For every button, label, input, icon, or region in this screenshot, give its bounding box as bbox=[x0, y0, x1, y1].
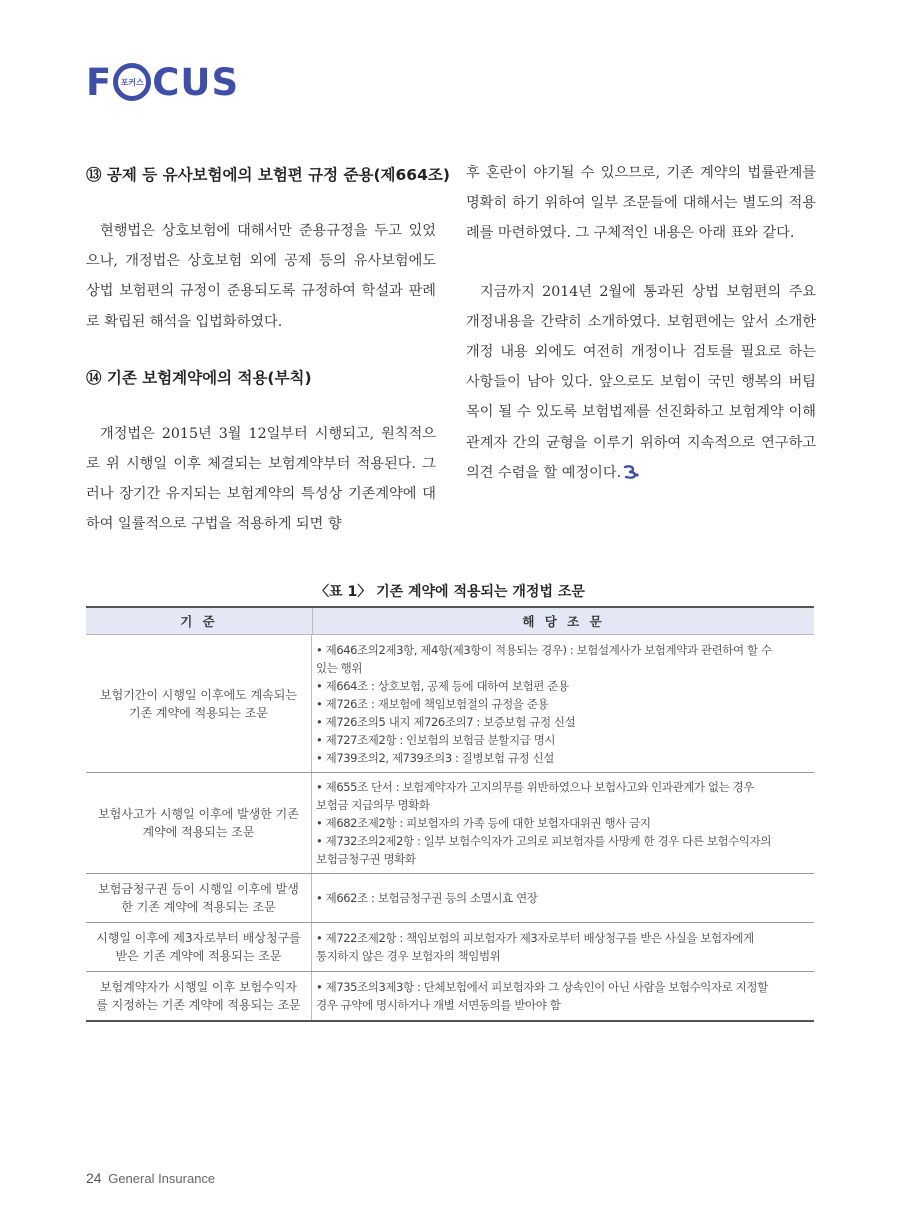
row-articles bbox=[312, 874, 814, 922]
article-line: • 제682조제2항 : 피보험자의 가족 등에 대한 보험자대위권 행사 금지 bbox=[316, 816, 651, 830]
page-number: 24 bbox=[86, 1170, 102, 1186]
continued-paragraph: 후 혼란이 야기될 수 있으므로, 기존 계약의 법률관계를 명확히 하기 위하여 일부 조문들에 대해서는 별도의 적용례를 마련하였다. 그 구체적인 내용은 아래 표와 같다. bbox=[466, 165, 816, 242]
publication-name: General Insurance bbox=[108, 1171, 216, 1186]
table-header bbox=[86, 608, 814, 635]
row-articles bbox=[312, 635, 814, 772]
article-line: • 제664조 : 상호보험, 공제 등에 대하여 보험편 준용 bbox=[316, 678, 569, 693]
row-criterion: 보험기간이 시행일 이후에도 계속되는 기존 계약에 적용되는 조문 bbox=[86, 635, 312, 772]
table-row bbox=[86, 923, 814, 972]
article-line: • 제739조의2, 제739조의3 : 질병보험 규정 신설 bbox=[316, 750, 554, 765]
article-line: 통지하지 않은 경우 보험자의 책임범위 bbox=[316, 949, 501, 963]
left-column bbox=[86, 158, 450, 540]
table-row bbox=[86, 635, 814, 773]
table-row bbox=[86, 773, 814, 874]
logo-letter-f: F bbox=[86, 60, 113, 104]
article-line: • 제662조 : 보험금청구권 등의 소멸시효 연장 bbox=[316, 891, 538, 905]
logo-letters-cus: CUS bbox=[152, 60, 240, 104]
row-criterion: 보험계약자가 시행일 이후 보험수익자를 지정하는 기존 계약에 적용되는 조문 bbox=[86, 972, 312, 1020]
table-title: 〈표 1〉 기존 계약에 적용되는 개정법 조문 bbox=[315, 584, 585, 600]
table-row bbox=[86, 972, 814, 1020]
article-line: 있는 행위 bbox=[316, 660, 363, 675]
logo-ring-text: 포커스 bbox=[120, 77, 144, 87]
article-line: • 제727조제2항 : 인보험의 보험금 분할지급 명시 bbox=[316, 732, 556, 747]
article-line: • 제646조의2제3항, 제4항(제3항이 적용되는 경우) : 보험설계사가 보험계약과 관련하여 할 수 bbox=[316, 642, 772, 657]
section-heading-14: ⑭ 기존 보험계약에의 적용(부칙) bbox=[86, 368, 312, 387]
section-13-paragraph: 현행법은 상호보험에 대해서만 준용규정을 두고 있었으나, 개정법은 상호보험 외에 공제 등의 유사보험에도 상법 보험편의 규정이 준용되도록 규정하여 학설과 판례로 확립된 해석을 입법화하였다. bbox=[86, 223, 436, 330]
article-line: 보험금 지급의무 명확화 bbox=[316, 798, 430, 812]
right-column bbox=[466, 158, 816, 488]
article-line: 보험금청구권 명확화 bbox=[316, 852, 416, 866]
end-mark-icon bbox=[623, 465, 639, 479]
row-articles bbox=[312, 773, 814, 873]
article-line: 경우 규약에 명시하거나 개별 서면동의를 받아야 함 bbox=[316, 998, 561, 1012]
header-criterion: 기 준 bbox=[86, 608, 313, 634]
focus-logo bbox=[86, 60, 239, 104]
article-line: • 제726조의5 내지 제726조의7 : 보증보험 규정 신설 bbox=[316, 714, 576, 729]
row-criterion: 시행일 이후에 제3자로부터 배상청구를 받은 기존 계약에 적용되는 조문 bbox=[86, 923, 312, 971]
closing-paragraph-text: 지금까지 2014년 2월에 통과된 상법 보험편의 주요 개정내용을 간략히 소개하였다. 보험편에는 앞서 소개한 개정 내용 외에도 여전히 개정이나 검토를 필요로 하는 사항들이 남아 있다. 앞으로도 보험이 국민 행복의 버팀목이 될 수 있도록 보험법제를 선진화하고 보험계약 이해관계자 간의 균형을 이루기 위하여 지속적으로 연구하고 의견 수렴을 할 예정이다. bbox=[466, 283, 816, 481]
closing-paragraph bbox=[466, 277, 816, 488]
row-articles bbox=[312, 923, 814, 971]
logo-ring bbox=[113, 63, 151, 101]
article-line: • 제722조제2항 : 책임보험의 피보험자가 제3자로부터 배상청구를 받은 사실을 보험자에게 bbox=[316, 931, 754, 945]
table-row bbox=[86, 874, 814, 923]
article-line: • 제726조 : 재보험에 책임보험절의 규정을 준용 bbox=[316, 696, 549, 711]
page-footer bbox=[86, 1170, 215, 1186]
row-articles bbox=[312, 972, 814, 1020]
row-criterion: 보험금청구권 등이 시행일 이후에 발생한 기존 계약에 적용되는 조문 bbox=[86, 874, 312, 922]
header-articles: 해 당 조 문 bbox=[522, 614, 605, 629]
article-line: • 제732조의2제2항 : 일부 보험수익자가 고의로 피보험자를 사망케 한 경우 다른 보험수익자의 bbox=[316, 834, 772, 848]
section-heading-13: ⑬ 공제 등 유사보험에의 보험편 규정 준용(제664조) bbox=[86, 166, 450, 184]
article-line: • 제735조의3제3항 : 단체보험에서 피보험자와 그 상속인이 아닌 사람을 보험수익자로 지정할 bbox=[316, 980, 768, 994]
amendment-table bbox=[86, 606, 814, 1022]
row-criterion: 보험사고가 시행일 이후에 발생한 기존 계약에 적용되는 조문 bbox=[86, 773, 312, 873]
section-14-paragraph: 개정법은 2015년 3월 12일부터 시행되고, 원칙적으로 위 시행일 이후 체결되는 보험계약부터 적용된다. 그러나 장기간 유지되는 보험계약의 특성상 기존계약에 대하여 일률적으로 구법을 적용하게 되면 향 bbox=[86, 425, 436, 533]
article-line: • 제655조 단서 : 보험계약자가 고지의무를 위반하였으나 보험사고와 인과관계가 없는 경우 bbox=[316, 780, 754, 794]
